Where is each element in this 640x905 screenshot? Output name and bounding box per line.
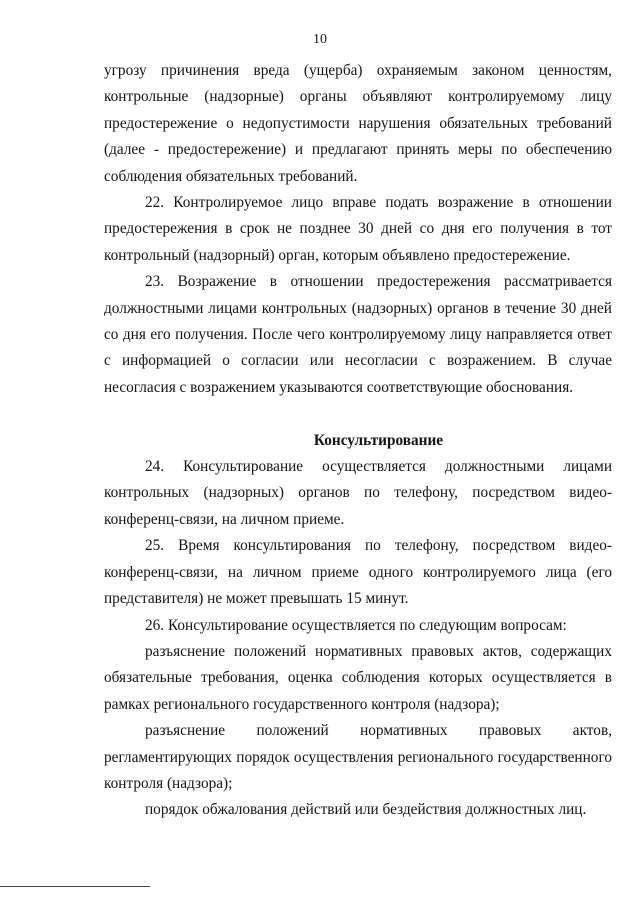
footnote-separator <box>0 886 150 887</box>
document-body <box>104 58 612 824</box>
list-item-3: порядок обжалования действий или бездействия должностных лиц. <box>145 801 587 819</box>
paragraph-23: 23. Возражение в отношении предостережения рассматривается должностными лицами контрольных (надзорных) органов в течение 30 дней со дня его получения. После чего контролируемому лицу направляется ответ с информацией о согласии или несогласии с возражением. В случае несогласия с возражением указываются соответствующие обоснования. <box>104 273 612 396</box>
list-item-2: разъяснение положений нормативных правовых актов, регламентирующих порядок осуществления регионального государственного контроля (надзора); <box>104 722 612 792</box>
page-number: 10 <box>313 32 327 47</box>
paragraph-25: 25. Время консультирования по телефону, посредством видео-конференц-связи, на личном приеме одного контролируемого лица (его представителя) не может превышать 15 минут. <box>104 537 612 608</box>
list-item-1: разъяснение положений нормативных правовых актов, содержащих обязательные требования, оценка соблюдения которых осуществляется в рамках регионального государственного контроля (надзора); <box>104 642 612 713</box>
paragraph-22: 22. Контролируемое лицо вправе подать возражение в отношении предостережения в срок не позднее 30 дней со дня его получения в тот контрольный (надзорный) орган, которым объявлено предостережение. <box>104 194 612 264</box>
paragraph-24: 24. Консультирование осуществляется должностными лицами контрольных (надзорных) органов по телефону, посредством видео-конференц-связи, на личном приеме. <box>104 458 612 528</box>
opening-paragraph: угрозу причинения вреда (ущерба) охраняемым законом ценностям, контрольные (надзорные) органы объявляют контролируемому лицу предостережение о недопустимости нарушения обязательных требований (далее - предостережение) и предлагают принять меры по обеспечению соблюдения обязательных требований. <box>104 62 612 185</box>
paragraph-26: 26. Консультирование осуществляется по следующим вопросам: <box>145 616 567 634</box>
section-heading: Консультирование <box>313 431 444 449</box>
